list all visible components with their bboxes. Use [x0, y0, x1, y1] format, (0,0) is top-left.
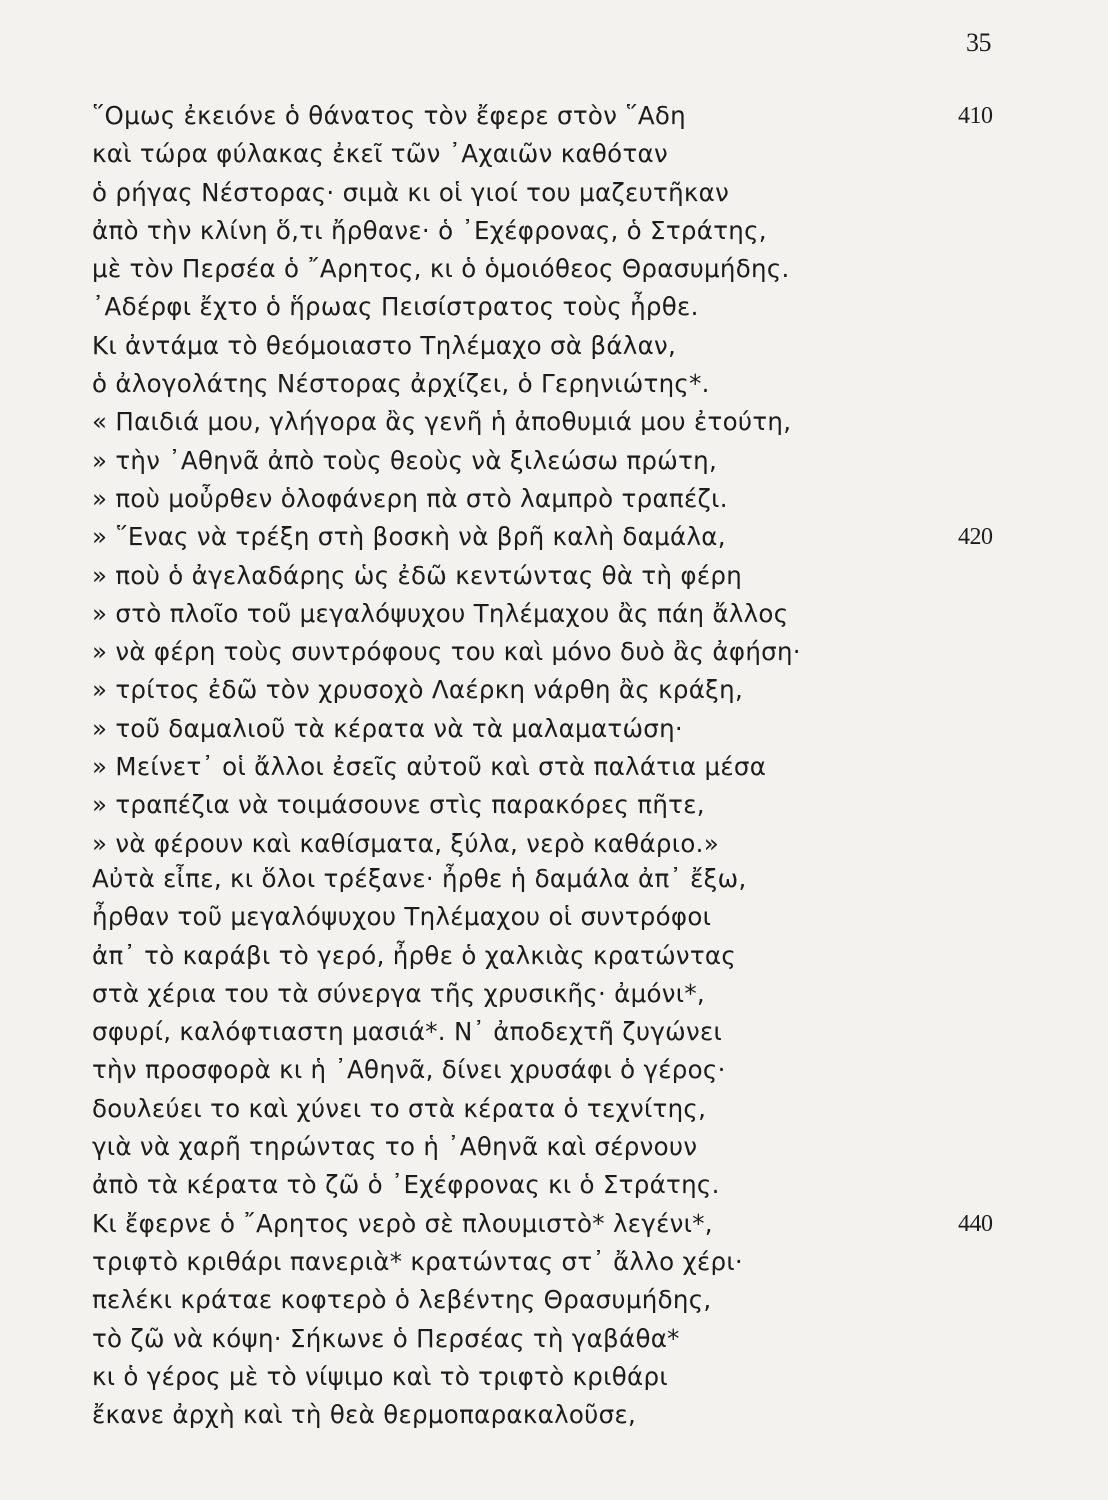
line-number: 410: [958, 103, 993, 129]
verse-text: » τρίτος ἐδῶ τὸν χρυσοχὸ Λαέρκη νάρθη ἂς κράξη,: [92, 675, 744, 705]
verse-text: ἔκανε ἀρχὴ καὶ τὴ θεὰ θερμοπαρακαλοῦσε,: [92, 1400, 637, 1430]
verse-line: [92, 1128, 992, 1166]
verse-text: » τραπέζια νὰ τοιμάσουνε στὶς παρακόρες πῆτε,: [92, 790, 705, 820]
page-number: 35: [966, 28, 991, 57]
line-number: 440: [958, 1210, 993, 1237]
verse-text: » ποὺ μοὖρθεν ὁλοφάνερη πὰ στὸ λαμπρὸ τραπέζι.: [92, 483, 728, 513]
verse-text: ἀπ᾿ τὸ καράβι τὸ γερό, ἦρθε ὁ χαλκιὰς κρατώντας: [92, 940, 737, 970]
verse-line: [92, 250, 992, 288]
verse-text: τὸ ζῶ νὰ κόψη· Σήκωνε ὁ Περσέας τὴ γαβάθα*: [92, 1323, 680, 1353]
verse-line: [92, 595, 992, 633]
verse-text: καὶ τώρα φύλακας ἐκεῖ τῶν ᾿Αχαιῶν καθόταν: [92, 139, 668, 169]
verse-line: [92, 135, 992, 173]
verse-line: [92, 327, 992, 365]
verse-line: [92, 557, 992, 595]
verse-text: τὴν προσφορὰ κι ἡ ᾿Αθηνᾶ, δίνει χρυσάφι ὁ γέρος·: [92, 1055, 726, 1085]
verse-text: κι ὁ γέρος μὲ τὸ νίψιμο καὶ τὸ τριφτὸ κριθάρι: [92, 1361, 668, 1391]
verse-text: ἀπὸ τὰ κέρατα τὸ ζῶ ὁ ᾿Εχέφρονας κι ὁ Στράτης.: [92, 1170, 720, 1200]
verse-text: Κι ἀντάμα τὸ θεόμοιαστο Τηλέμαχο σὰ βάλαν,: [92, 330, 677, 360]
verse-line: [92, 1358, 992, 1396]
verse-line: [92, 288, 992, 326]
verse-text: ῞Ομως ἐκειόνε ὁ θάνατος τὸν ἔφερε στὸν ῞Αδη: [92, 101, 686, 130]
verse-line: [92, 1281, 992, 1319]
verse-text: δουλεύει το καὶ χύνει το στὰ κέρατα ὁ τεχνίτης,: [92, 1093, 707, 1123]
verse-line: [92, 748, 992, 786]
verse-line: [92, 671, 992, 709]
verse-line: [92, 212, 992, 250]
verse-line: [92, 860, 992, 898]
verse-line: [92, 1013, 992, 1051]
verse-line: [92, 1090, 992, 1128]
verse-text: » ποὺ ὁ ἀγελαδάρης ὡς ἐδῶ κεντώντας θὰ τὴ φέρη: [92, 560, 743, 590]
verse-text: πελέκι κράταε κοφτερὸ ὁ λεβέντης Θρασυμήδης,: [92, 1285, 712, 1315]
verse-text: Αὐτὰ εἶπε, κι ὅλοι τρέξανε· ἦρθε ἡ δαμάλα ἀπ᾿ ἔξω,: [92, 864, 747, 893]
verse-text: ᾿Αδέρφι ἔχτο ὁ ἥρωας Πεισίστρατος τοὺς ἦρθε.: [92, 292, 699, 322]
verse-line: [92, 1396, 992, 1434]
verse-line: [92, 710, 992, 748]
verse-text: γιὰ νὰ χαρῆ τηρώντας το ἡ ᾿Αθηνᾶ καὶ σέρνουν: [92, 1132, 698, 1162]
verse-text: ὁ ρήγας Νέστορας· σιμὰ κι οἱ γιοί του μαζευτῆκαν: [92, 177, 730, 207]
verse-line: [92, 937, 992, 975]
verse-text: » νὰ φέρουν καὶ καθίσματα, ξύλα, νερὸ καθάριο.»: [92, 828, 720, 858]
verse-line: [92, 633, 992, 671]
stanza-1: [92, 97, 992, 863]
verse-line: [92, 442, 992, 480]
verse-text: » Μείνετ᾿ οἱ ἄλλοι ἐσεῖς αὐτοῦ καὶ στὰ παλάτια μέσα: [92, 752, 767, 782]
verse-text: « Παιδιά μου, γλήγορα ἂς γενῆ ἡ ἀποθυμιά μου ἐτούτη,: [92, 407, 792, 437]
verse-line: [92, 1320, 992, 1358]
verse-line: [92, 1205, 992, 1243]
verse-text: στὰ χέρια του τὰ σύνεργα τῆς χρυσικῆς· ἀμόνι*,: [92, 978, 706, 1008]
verse-text: τριφτὸ κριθάρι πανεριὰ* κρατώντας στ᾿ ἄλλο χέρι·: [92, 1246, 744, 1276]
verse-line: [92, 480, 992, 518]
verse-text: » τοῦ δαμαλιοῦ τὰ κέρατα νὰ τὰ μαλαματώση·: [92, 713, 684, 743]
verse-line: [92, 365, 992, 403]
verse-text: ἦρθαν τοῦ μεγαλόψυχου Τηλέμαχου οἱ συντρόφοι: [92, 902, 712, 932]
verse-text: σφυρί, καλόφτιαστη μασιά*. Ν᾿ ἀποδεχτῆ ζυγώνει: [92, 1017, 723, 1047]
verse-line: [92, 786, 992, 824]
verse-text: » τὴν ᾿Αθηνᾶ ἀπὸ τοὺς θεοὺς νὰ ξιλεώσω πρώτη,: [92, 445, 718, 475]
verse-line: [92, 975, 992, 1013]
verse-line: [92, 518, 992, 556]
stanza-2: [92, 860, 992, 1434]
verse-line: [92, 174, 992, 212]
verse-text: » νὰ φέρη τοὺς συντρόφους του καὶ μόνο δυὸ ἂς ἀφήση·: [92, 637, 801, 667]
verse-line: [92, 97, 992, 135]
verse-text: » ῞Ενας νὰ τρέξη στὴ βοσκὴ νὰ βρῆ καλὴ δαμάλα,: [92, 522, 726, 552]
verse-text: » στὸ πλοῖο τοῦ μεγαλόψυχου Τηλέμαχου ἂς πάη ἄλλος: [92, 598, 789, 628]
verse-line: [92, 403, 992, 441]
verse-text: ὁ ἀλογολάτης Νέστορας ἀρχίζει, ὁ Γερηνιώτης*.: [92, 369, 710, 399]
line-number: 420: [958, 524, 993, 551]
verse-text: μὲ τὸν Περσέα ὁ ῎Αρητος, κι ὁ ὁμοιόθεος Θρασυμήδης.: [92, 254, 790, 284]
verse-line: [92, 825, 992, 863]
verse-text: Κι ἔφερνε ὁ ῎Αρητος νερὸ σὲ πλουμιστὸ* λεγένι*,: [92, 1208, 713, 1238]
verse-line: [92, 1243, 992, 1281]
verse-line: [92, 898, 992, 936]
verse-line: [92, 1166, 992, 1204]
verse-line: [92, 1051, 992, 1089]
verse-text: ἀπὸ τὴν κλίνη ὅ,τι ἤρθανε· ὁ ᾿Εχέφρονας, ὁ Στράτης,: [92, 215, 767, 245]
